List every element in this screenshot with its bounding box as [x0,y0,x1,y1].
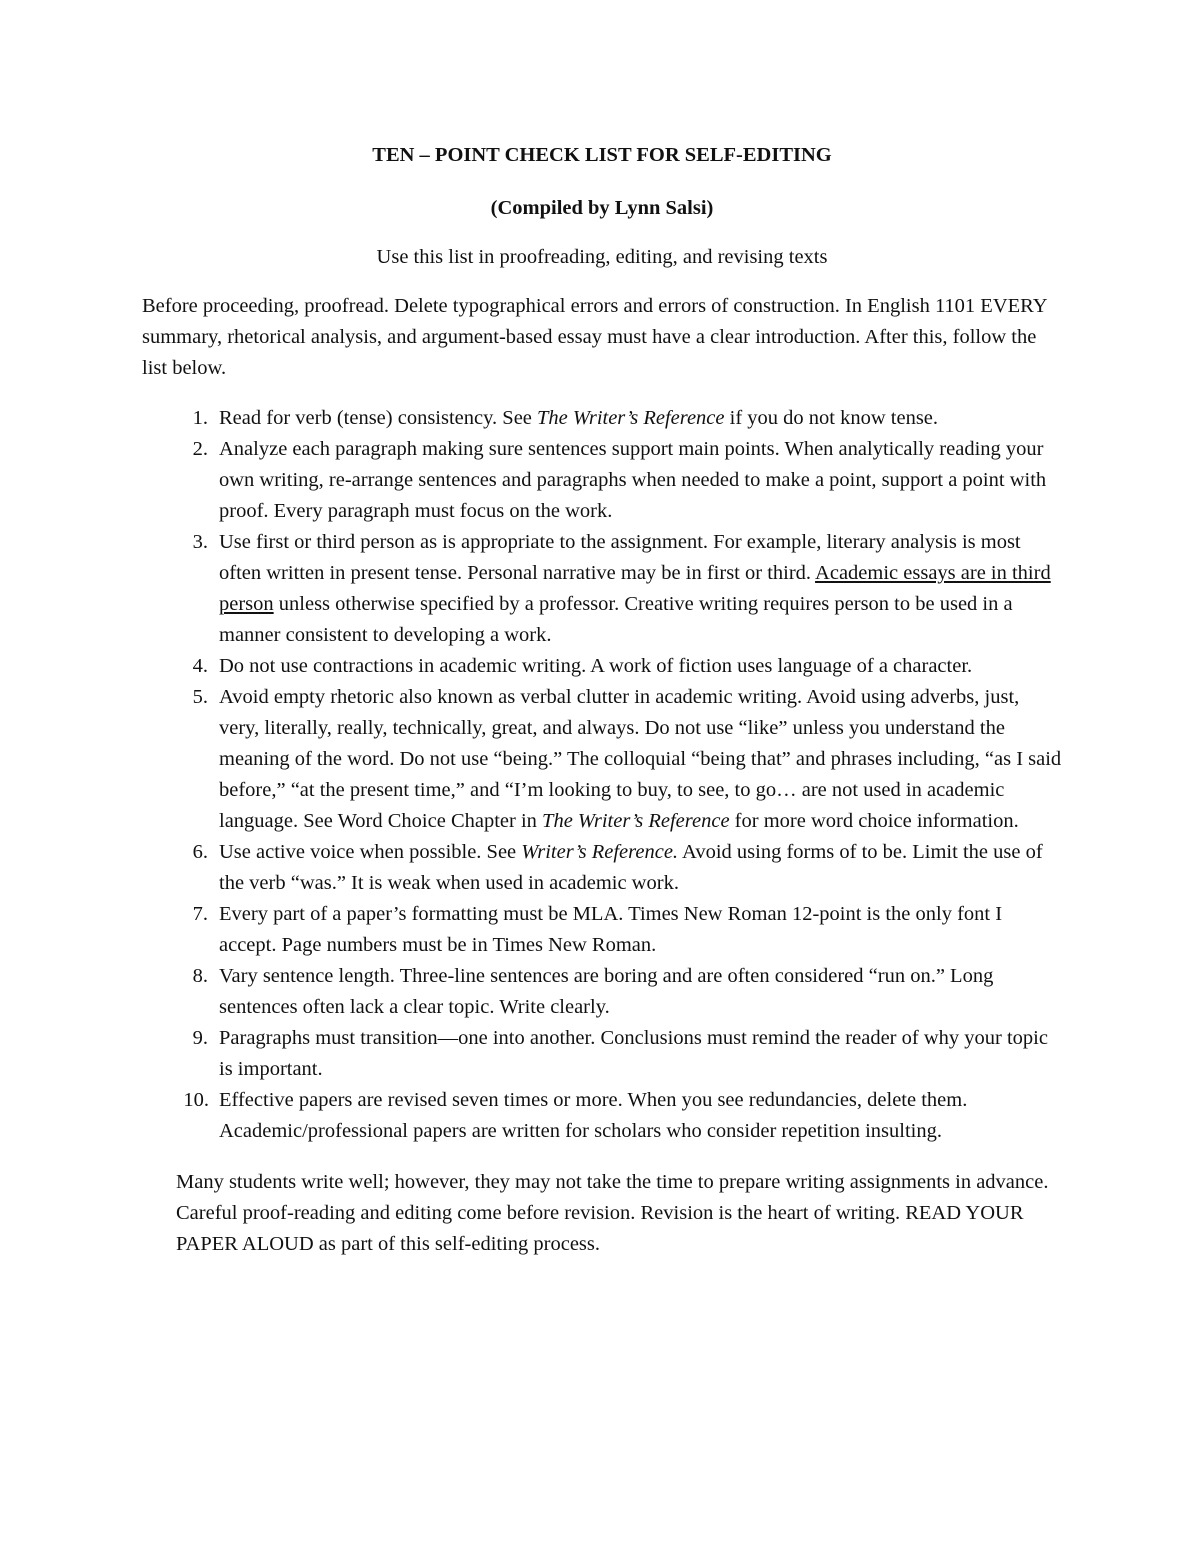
document-title: TEN – POINT CHECK LIST FOR SELF-EDITING [372,144,832,166]
item-text: Read for verb (tense) consistency. See [219,407,538,429]
checklist-item-7 [142,899,1062,961]
item-number: 2. [192,438,208,460]
item-number: 6. [192,841,208,863]
book-reference: Writer’s Reference. [521,841,679,863]
item-text: Avoid using forms of to be. Limit the use of the verb “was.” It is weak when used in academic work. [219,841,1043,894]
closing-paragraph: Many students write well; however, they may not take the time to prepare writing assignments in advance. Careful proof-reading and editing come before revision. Revision is the heart of writing. READ YOUR PAPER ALOUD as part of this self-editing process. [176,1171,1049,1255]
item-text: Avoid empty rhetoric also known as verbal clutter in academic writing. Avoid using adverbs, just, very, literally, really, technically, great, and always. Do not use “like” unless you understand the meaning of the word. Do not use “being.” The colloquial “being that” and phrases including, “as I said before,” “at the present time,” and “I’m looking to buy, to see, to go… are not used in academic language. See Word Choice Chapter in [219,686,1062,832]
document-page [142,140,1062,1260]
item-number: 1. [192,407,208,429]
item-text: Every part of a paper’s formatting must be MLA. Times New Roman 12-point is the only font I accept. Page numbers must be in Times New Roman. [219,903,1003,956]
checklist-item-5 [142,682,1062,837]
intro-paragraph: Before proceeding, proofread. Delete typographical errors and errors of construction. In English 1101 EVERY summary, rhetorical analysis, and argument-based essay must have a clear introduction. After this, follow the list below. [142,295,1047,379]
item-number: 10. [183,1089,209,1111]
item-number: 7. [192,903,208,925]
item-number: 3. [192,531,208,553]
item-text: Analyze each paragraph making sure sentences support main points. When analytically reading your own writing, re-arrange sentences and paragraphs when needed to make a point, support a point with proof. Every paragraph must focus on the work. [219,438,1047,522]
checklist-item-9 [142,1023,1062,1085]
item-number: 9. [192,1027,208,1049]
checklist-item-8 [142,961,1062,1023]
book-reference: The Writer’s Reference [542,810,730,832]
compiled-by-line: (Compiled by Lynn Salsi) [490,197,714,219]
item-text: Effective papers are revised seven times or more. When you see redundancies, delete them. Academic/professional papers are written for scholars who consider repetition insulting. [219,1089,968,1142]
checklist-item-3 [142,527,1062,651]
underlined-phrase: Academic essays are in third person [219,562,1051,615]
item-text: for more word choice information. [729,810,1019,832]
item-number: 4. [192,655,208,677]
item-text: if you do not know tense. [724,407,939,429]
item-text: Do not use contractions in academic writing. A work of fiction uses language of a character. [219,655,973,677]
item-number: 5. [192,686,208,708]
item-text: Vary sentence length. Three-line sentences are boring and are often considered “run on.” Long sentences often lack a clear topic. Write clearly. [219,965,994,1018]
checklist-item-10 [142,1085,1062,1147]
checklist [142,403,1062,1147]
item-text: Use active voice when possible. See [219,841,522,863]
checklist-item-2 [142,434,1062,527]
item-text: Use first or third person as is appropriate to the assignment. For example, literary analysis is most often written in present tense. Personal narrative may be in first or third. [219,531,1021,584]
checklist-item-1 [142,403,1062,434]
item-text: Paragraphs must transition—one into another. Conclusions must remind the reader of why your topic is important. [219,1027,1048,1080]
book-reference: The Writer’s Reference [537,407,725,429]
checklist-item-6 [142,837,1062,899]
checklist-item-4 [142,651,1062,682]
document-subtitle: Use this list in proofreading, editing, and revising texts [376,246,828,268]
item-text: unless otherwise specified by a professor. Creative writing requires person to be used in a manner consistent to developing a work. [219,593,1013,646]
item-number: 8. [192,965,208,987]
